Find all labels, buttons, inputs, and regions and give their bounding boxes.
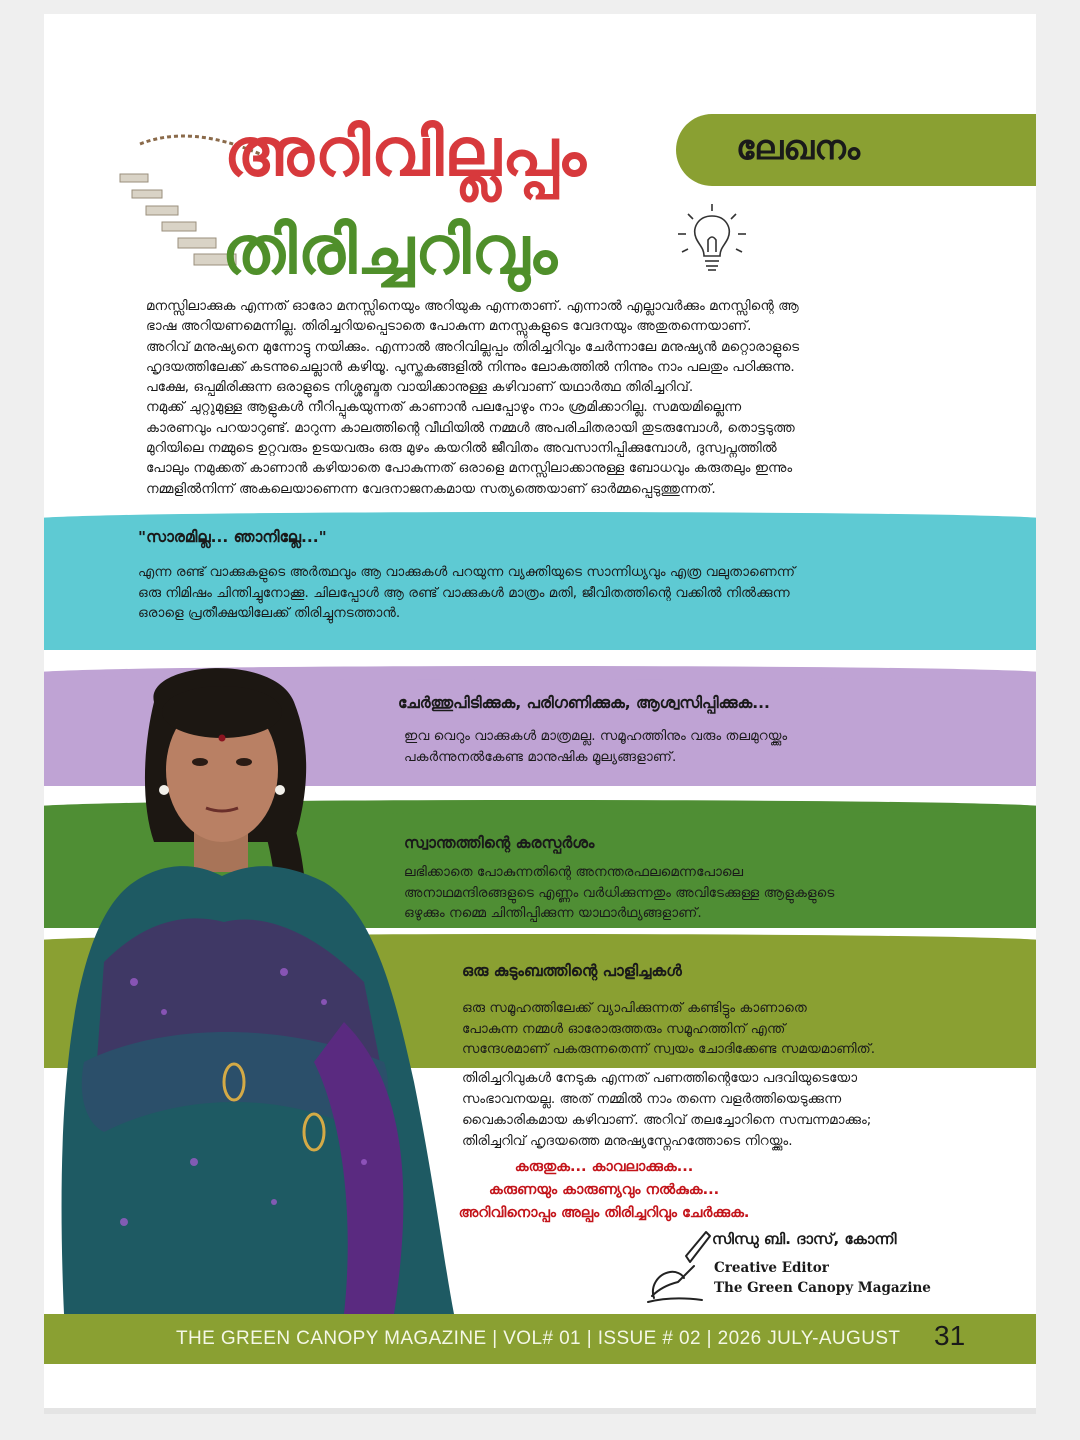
slogan-line: അറിവിനൊപ്പം അല്പം തിരിച്ചറിവും ചേർക്കുക. [458, 1205, 750, 1221]
intro-paragraph [146, 296, 966, 499]
intro-line: കാരണവും പറയാറുണ്ട്. മാറുന്ന കാലത്തിന്റെ വീഥിയിൽ നമ്മൾ അപരിചിതരായി തുടരുമ്പോൾ, തൊട്ടടുത്ത [146, 419, 795, 436]
closing-line: തിരിച്ചറിവുകൾ നേടുക എന്നത് പണത്തിന്റെയോ പദവിയുടെയോ [462, 1070, 858, 1086]
section4-heading: ഒരു കുടുംബത്തിന്റെ പാളിച്ചകൾ [462, 962, 682, 980]
author-role: Creative Editor [714, 1260, 829, 1276]
section4-line: ഒരു സമൂഹത്തിലേക്ക് വ്യാപിക്കുന്നത് കണ്ടിട്ടും കാണാതെ [462, 1000, 807, 1016]
closing-slogans [344, 1156, 864, 1225]
slogan-line: കരുതുക... കാവലാക്കുക... [514, 1159, 694, 1175]
section3-heading: സ്വാന്തത്തിന്റെ കരസ്പർശം [404, 834, 595, 852]
section1-body [138, 562, 1018, 624]
page-footer [44, 1314, 1036, 1364]
section3-line: ലഭിക്കാതെ പോകുന്നതിന്റെ അനന്തരഫലമെന്നപോലെ [404, 864, 744, 880]
magazine-page [44, 14, 1036, 1414]
intro-line: ഹൃദയത്തിലേക്ക് കടന്നുചെല്ലാൻ കഴിയൂ. പുസ്തകങ്ങളിൽ നിന്നും ലോകത്തിൽ നിന്നും നാം പലതും പഠിക്കുന്നു. [146, 358, 795, 375]
writing-hand-icon [642, 1226, 712, 1306]
section4-body [462, 998, 1022, 1060]
closing-paragraph [462, 1068, 982, 1152]
footer-text: THE GREEN CANOPY MAGAZINE | VOL# 01 | ISSUE # 02 | 2026 JULY-AUGUST [176, 1328, 901, 1349]
section2-line: പകർന്നുനൽകേണ്ട മാനുഷിക മൂല്യങ്ങളാണ്. [404, 748, 677, 765]
closing-line: തിരിച്ചറിവ് ഹൃദയത്തെ മനുഷ്യസ്നേഹത്തോടെ നിറയ്ക്കും. [462, 1133, 793, 1149]
intro-line: നമ്മളിൽനിന്ന് അകലെയാണെന്ന വേദനാജനകമായ സത്യത്തെയാണ് ഓർമ്മപ്പെടുത്തുന്നത്. [146, 480, 716, 497]
closing-line: വൈകാരികമായ കഴിവാണ്. അറിവ് തലച്ചോറിനെ സമ്പന്നമാക്കും; [462, 1112, 872, 1128]
article-title-line1: അറിവില്ലപ്പം [224, 114, 587, 191]
section4-line: സന്ദേശമാണ് പകരുന്നതെന്ന് സ്വയം ചോദിക്കേണ്ട സമയമാണിത്. [462, 1041, 876, 1057]
intro-line: പോലും നമുക്കത് കാണാൻ കഴിയാതെ പോകുന്നത് ഒരാളെ മനസ്സിലാക്കാനുള്ള ബോധവും കരുതലും ഇന്നും [146, 460, 793, 477]
section2-line: ഇവ വെറും വാക്കുകൾ മാത്രമല്ല. സമൂഹത്തിനും വരും തലമുറയ്ക്കും [404, 728, 788, 744]
section3-line: ഒഴുക്കും നമ്മെ ചിന്തിപ്പിക്കുന്ന യാഥാർഥ്യങ്ങളാണ്. [404, 905, 702, 921]
intro-line: ഭാഷ അറിയണമെന്നില്ല. തിരിച്ചറിയപ്പെടാതെ പോകുന്ന മനസ്സുകളുടെ വേദനയും അതുതന്നെയാണ്. [146, 318, 752, 335]
section4-line: പോകുന്ന നമ്മൾ ഓരോരുത്തരും സമൂഹത്തിന് എന്ത് [462, 1020, 786, 1037]
section1-line: ഒരാളെ പ്രതീക്ഷയിലേക്ക് തിരിച്ചുനടത്താൻ. [138, 605, 401, 621]
section3-line: അനാഥമന്ദിരങ്ങളുടെ എണ്ണം വർധിക്കുന്നതും അവിടേക്കുള്ള ആളുകളുടെ [404, 884, 835, 901]
section1-line: ഒരു നിമിഷം ചിന്തിച്ചുനോക്കൂ. ചിലപ്പോൾ ആ രണ്ട് വാക്കുകൾ മാത്രം മതി, ജീവിതത്തിന്റെ വക്കിൽ നിൽക്കുന്ന [138, 584, 790, 601]
section1-line: എന്ന രണ്ട് വാക്കുകളുടെ അർത്ഥവും ആ വാക്കുകൾ പറയുന്ന വ്യക്തിയുടെ സാന്നിധ്യവും എത്ര വലുതാണെന്ന് [138, 564, 796, 580]
intro-line: മനസ്സിലാക്കുക എന്നത് ഓരോ മനസ്സിനെയും അറിയുക എന്നതാണ്. എന്നാൽ എല്ലാവർക്കും മനസ്സിന്റെ ആ [146, 298, 799, 314]
section2-body [404, 726, 1004, 767]
closing-line: സംഭാവനയല്ല. അത് നമ്മിൽ നാം തന്നെ വളർത്തിയെടുക്കുന്ന [462, 1091, 842, 1107]
author-name: സിന്ധു ബി. ദാസ്, കോന്നി [712, 1230, 897, 1248]
section1-heading: "സാരമില്ല... ഞാനില്ലേ..." [138, 528, 327, 546]
slogan-line: കരുണയും കാരുണ്യവും നൽകുക... [488, 1182, 720, 1198]
lightbulb-icon [674, 202, 750, 282]
intro-line: നമുക്ക് ചുറ്റുമുള്ള ആളുകൾ നീറിപ്പുകയുന്നത് കാണാൻ പലപ്പോഴും നാം ശ്രമിക്കാറില്ല. സമയമില്ലെന്ന [146, 399, 742, 416]
section2-heading: ചേർത്തുപിടിക്കുക, പരിഗണിക്കുക, ആശ്വസിപ്പിക്കുക... [398, 694, 770, 712]
bottom-divider [44, 1408, 1036, 1414]
category-tag [676, 114, 1036, 186]
article-title-line2: തിരിച്ചറിവും [222, 212, 558, 289]
author-credit [714, 1258, 931, 1298]
intro-line: അറിവ് മനുഷ്യനെ മുന്നോട്ടു നയിക്കും. എന്നാൽ അറിവില്ലപ്പം തിരിച്ചറിവും ചേർന്നാലേ മനുഷ്യൻ മറ്റൊരാളുടെ [146, 338, 800, 355]
intro-line: മുറിയിലെ നമ്മുടെ ഉറ്റവരും ഉടയവരും ഒരു മുഴം കയറിൽ ജീവിതം അവസാനിപ്പിക്കുമ്പോൾ, ദുസ്വപ്നത്തിൽ [146, 440, 777, 457]
intro-line: പക്ഷേ, ഒപ്പമിരിക്കുന്ന ഒരാളുടെ നിശ്ശബ്ദത വായിക്കാനുള്ള കഴിവാണ് യഥാർത്ഥ തിരിച്ചറിവ്. [146, 379, 694, 396]
author-org: The Green Canopy Magazine [714, 1280, 931, 1296]
page-number: 31 [934, 1320, 966, 1351]
section3-body [404, 862, 1004, 924]
category-tag-label: ലേഖനം [736, 128, 860, 168]
